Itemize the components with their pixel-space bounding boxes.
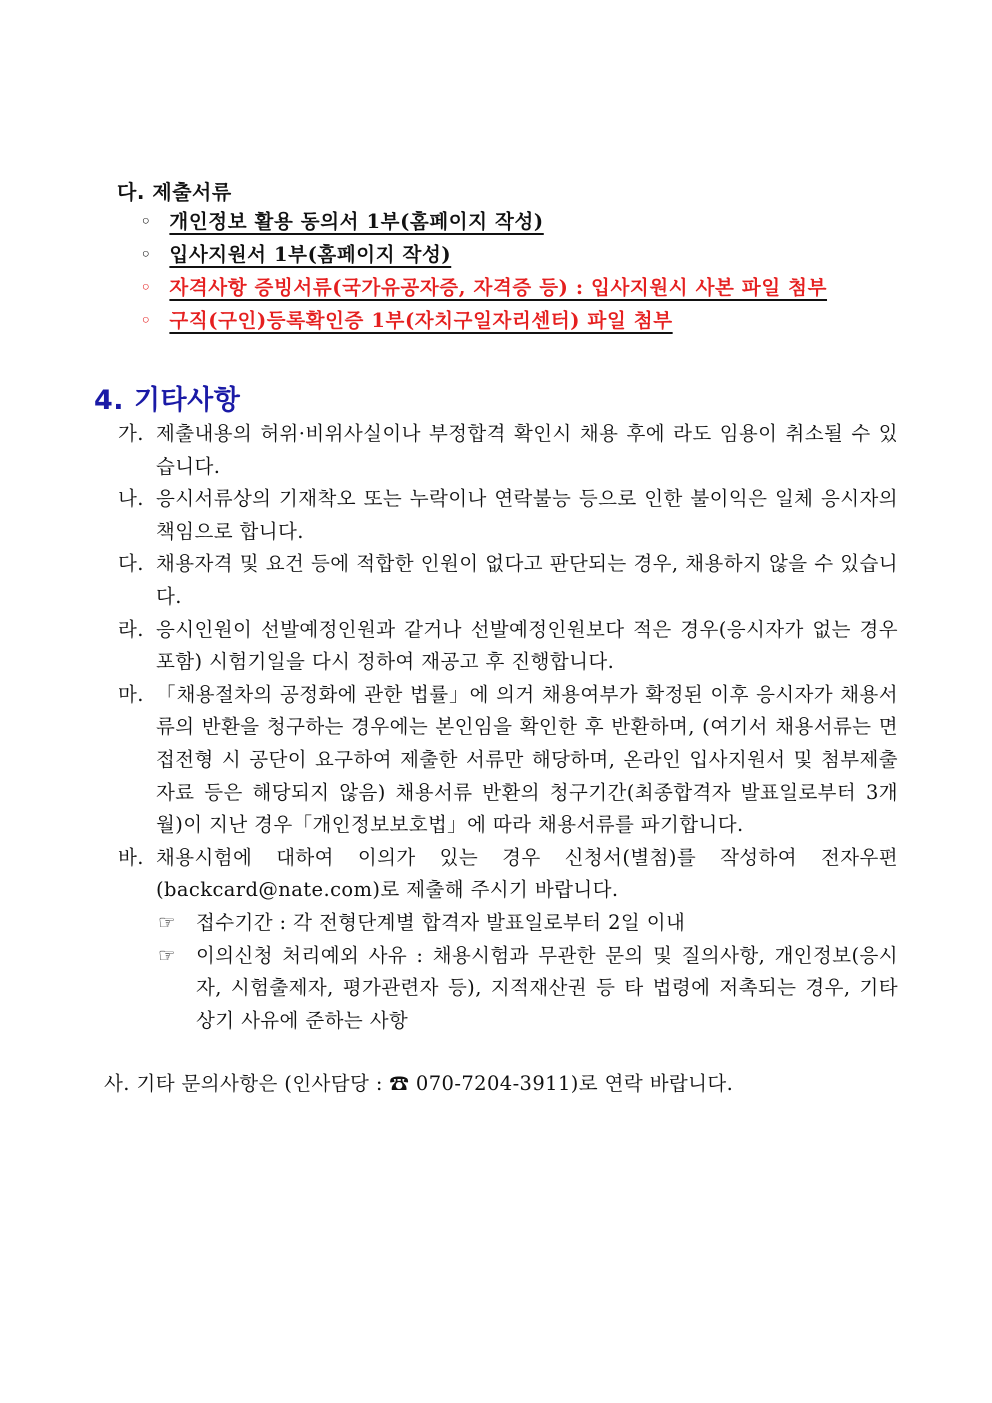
list-marker: 가. xyxy=(118,422,144,445)
submission-item-text: 구직(구인)등록확인증 1부(자치구일자리센터) 파일 첨부 xyxy=(169,309,673,332)
list-item-text: 응시인원이 선발예정인원과 같거나 선발예정인원보다 적은 경우(응시자가 없는 경우 포함) 시험기일을 다시 정하여 재공고 후 진행합니다. xyxy=(156,617,898,674)
submission-item xyxy=(140,241,920,274)
list-item-text: 채용시험에 대하여 이의가 있는 경우 신청서(별첨)를 작성하여 전자우편(backcard@nate.com)로 제출해 주시기 바랍니다. xyxy=(156,845,898,902)
list-marker: 사. xyxy=(104,1072,130,1095)
section-body xyxy=(118,418,898,1037)
list-item-text: 채용자격 및 요건 등에 적합한 인원이 없다고 판단되는 경우, 채용하지 않을 수 있습니다. xyxy=(156,552,898,608)
pointing-hand-icon: ☞ xyxy=(158,910,176,934)
list-item xyxy=(118,483,898,548)
list-item xyxy=(118,418,898,483)
submission-item xyxy=(140,208,920,241)
submission-list xyxy=(140,208,920,340)
bullet-icon: ◦ xyxy=(140,276,153,299)
submission-item-text: 입사지원서 1부(홈페이지 작성) xyxy=(169,243,452,266)
note-text: 이의신청 처리예외 사유 : 채용시험과 무관한 문의 및 질의사항, 개인정보(응시자, 시험출제자, 평가관련자 등), 지적재산권 등 타 법령에 저촉되는 경우, 기타 상기 사유에 준하는 사항 xyxy=(196,943,898,1032)
list-item xyxy=(118,679,898,842)
submission-item xyxy=(140,274,920,307)
list-marker: 라. xyxy=(118,617,144,641)
contact-text: 기타 문의사항은 (인사담당 : ☎ 070-7204-3911)로 연락 바랍니다. xyxy=(136,1072,734,1095)
pointing-hand-icon: ☞ xyxy=(158,943,176,967)
submission-heading: 다. 제출서류 xyxy=(117,180,232,204)
contact-line xyxy=(104,1068,733,1100)
list-marker: 나. xyxy=(118,487,144,511)
list-item-text: 응시서류상의 기재착오 또는 누락이나 연락불능 등으로 인한 불이익은 일체 응시자의 책임으로 합니다. xyxy=(156,487,898,543)
submission-item-text: 개인정보 활용 동의서 1부(홈페이지 작성) xyxy=(169,210,544,233)
list-item-text: 「채용절차의 공정화에 관한 법률」에 의거 채용여부가 확정된 이후 응시자가 채용서류의 반환을 청구하는 경우에는 본인임을 확인한 후 반환하며, (여기서 채용서류는 면접전형 시 공단이 요구하여 제출한 서류만 해당하며, 온라인 입사지원서 및 첨부제출 자료 등은 해당되지 않음) 채용서류 반환의 청구기간(최종합격자 발표일로부터 3개월)이 지난 경우「개인정보보호법」에 따라 채용서류를 파기합니다. xyxy=(156,682,898,837)
submission-item xyxy=(140,307,920,340)
bullet-icon: ◦ xyxy=(140,309,153,332)
note-text: 접수기간 : 각 전형단계별 합격자 발표일로부터 2일 이내 xyxy=(196,910,686,934)
list-item-text: 제출내용의 허위·비위사실이나 부정합격 확인시 채용 후에 라도 임용이 취소될 수 있습니다. xyxy=(156,422,898,478)
list-marker: 다. xyxy=(118,552,144,576)
bullet-icon: ◦ xyxy=(140,243,153,266)
list-item xyxy=(118,842,898,907)
list-item xyxy=(118,548,898,613)
note-item xyxy=(118,907,898,940)
list-marker: 바. xyxy=(118,845,144,869)
note-item xyxy=(118,940,898,1038)
submission-item-text: 자격사항 증빙서류(국가유공자증, 자격증 등) : 입사지원시 사본 파일 첨부 xyxy=(169,276,828,299)
bullet-icon: ◦ xyxy=(140,210,153,233)
section-title: 4. 기타사항 xyxy=(94,385,241,416)
list-marker: 마. xyxy=(118,682,144,706)
list-item xyxy=(118,614,898,679)
